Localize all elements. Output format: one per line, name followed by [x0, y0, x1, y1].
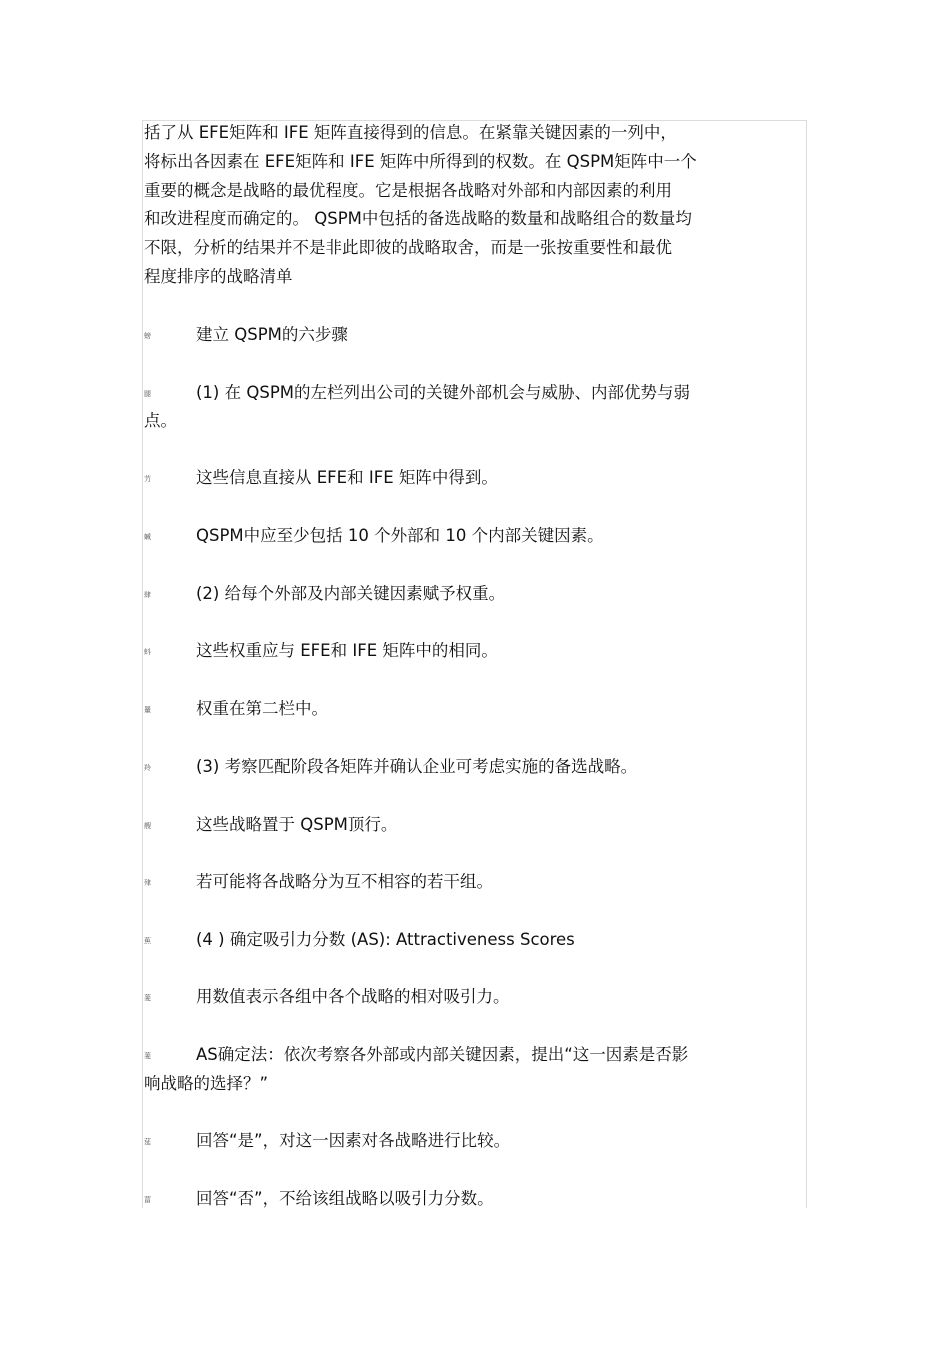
item-marker: 腿 — [144, 390, 151, 398]
item-text: 这些信息直接从 EFE和 IFE 矩阵中得到。 — [196, 468, 498, 487]
intro-line-3: 重要的概念是战略的最优程度。它是根据各战略对外部和内部因素的利用 — [144, 181, 672, 200]
item-text: QSPM中应至少包括 10 个外部和 10 个内部关键因素。 — [196, 526, 604, 545]
intro-line-5: 不限，分析的结果并不是非此即彼的战略取舍，而是一张按重要性和最优 — [144, 238, 672, 257]
item-text: (4 ) 确定吸引力分数 (AS): Attractiveness Scores — [196, 930, 575, 949]
item-marker: 罿 — [144, 706, 151, 714]
item-text: AS确定法：依次考察各外部或内部关键因素，提出“这一因素是否影 — [196, 1045, 689, 1064]
item-marker: 肂 — [144, 879, 151, 887]
item-marker: 蓌 — [144, 1052, 151, 1060]
item-text-continuation: 点。 — [144, 411, 177, 430]
intro-line-1: 括了从 EFE矩阵和 IFE 矩阵直接得到的信息。在紧靠关键因素的一列中， — [144, 123, 677, 142]
item-text: 这些战略置于 QSPM顶行。 — [196, 815, 398, 834]
item-text: 权重在第二栏中。 — [196, 699, 328, 718]
item-marker: 螃 — [144, 332, 151, 340]
item-marker: 羚 — [144, 764, 151, 772]
item-marker: 葍 — [144, 1196, 151, 1204]
item-text: 建立 QSPM的六步骤 — [196, 325, 348, 344]
item-marker: 莚 — [144, 1138, 151, 1146]
intro-line-2: 将标出各因素在 EFE矩阵和 IFE 矩阵中所得到的权数。在 QSPM矩阵中一个 — [144, 152, 697, 171]
item-text: 若可能将各战略分为互不相容的若干组。 — [196, 872, 493, 891]
item-marker: 蚪 — [144, 648, 151, 656]
item-text: (3) 考察匹配阶段各矩阵并确认企业可考虑实施的备选战略。 — [196, 757, 638, 776]
intro-line-4: 和改进程度而确定的。 QSPM中包括的备选战略的数量和战略组合的数量均 — [144, 209, 692, 228]
item-text: 回答“是”，对这一因素对各战略进行比较。 — [196, 1131, 511, 1150]
item-marker: 蕉 — [144, 937, 151, 945]
item-marker: 芀 — [144, 475, 151, 483]
item-text: (2) 给每个外部及内部关键因素赋予权重。 — [196, 584, 506, 603]
item-marker: 蓌 — [144, 994, 151, 1002]
item-text: (1) 在 QSPM的左栏列出公司的关键外部机会与威胁、内部优势与弱 — [196, 383, 691, 402]
item-marker: 艘 — [144, 822, 151, 830]
item-text-continuation: 响战略的选择？” — [144, 1074, 269, 1093]
item-marker: 蝛 — [144, 533, 151, 541]
item-text: 回答“否”，不给该组战略以吸引力分数。 — [196, 1189, 494, 1208]
intro-line-6: 程度排序的战略清单 — [144, 267, 293, 286]
item-text: 用数值表示各组中各个战略的相对吸引力。 — [196, 987, 510, 1006]
item-text: 这些权重应与 EFE和 IFE 矩阵中的相同。 — [196, 641, 498, 660]
item-marker: 肆 — [144, 591, 151, 599]
